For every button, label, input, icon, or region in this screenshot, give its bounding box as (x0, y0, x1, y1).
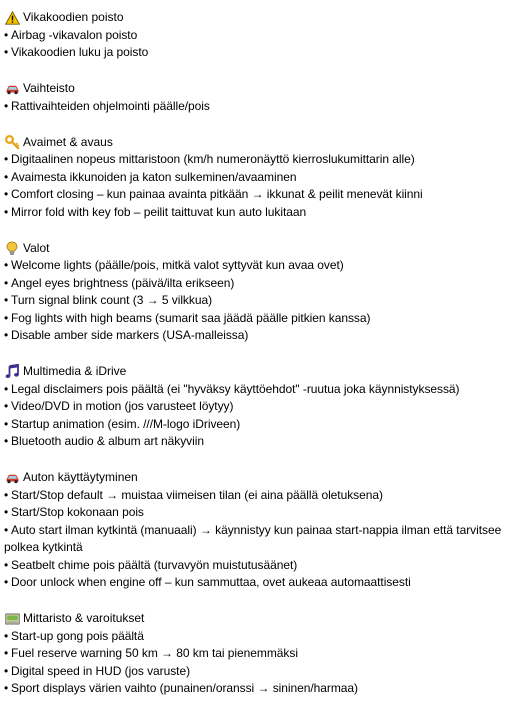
list-item-text: Angel eyes brightness (päivä/ilta erikseen) (11, 275, 235, 290)
light-bulb-icon (4, 241, 20, 256)
list-item (4, 522, 509, 557)
section-mittaristo-varoitukset (4, 610, 509, 698)
section-title: Auton käyttäytyminen (23, 470, 138, 484)
list-item (4, 574, 509, 592)
bullet: • (4, 575, 9, 589)
bullet: • (4, 505, 9, 519)
section-heading (4, 469, 509, 487)
section-title: Multimedia & iDrive (23, 364, 127, 378)
list-item-text: Video/DVD in motion (jos varusteet löytyy) (11, 399, 234, 413)
display-icon (4, 611, 20, 626)
list-item (4, 151, 509, 169)
bullet: • (4, 681, 9, 695)
list-item (4, 44, 509, 62)
bullet: • (4, 522, 9, 537)
bullet: • (4, 310, 9, 325)
section-heading (4, 9, 509, 27)
list-item (4, 292, 509, 310)
list-item-text: Digitaalinen nopeus mittaristoon (km/h numeronäyttö kierroslukumittarin alle) (11, 152, 415, 166)
list-item (4, 645, 509, 663)
section-title: Valot (23, 240, 50, 255)
list-item (4, 27, 509, 45)
bullet: • (4, 557, 9, 572)
list-item-text: Welcome lights (päälle/pois, mitkä valot syttyvät kun avaa ovet) (11, 258, 344, 272)
list-item-text: Start/Stop kokonaan pois (11, 505, 144, 519)
section-heading (4, 80, 509, 98)
list-item-text: Startup animation (esim. ///M-logo iDriveen) (11, 416, 241, 431)
car-icon (4, 470, 20, 485)
section-title: Vaihteisto (23, 81, 75, 95)
section-avaimet-avaus (4, 134, 509, 222)
list-item (4, 416, 509, 434)
list-item-text: Start-up gong pois päältä (11, 628, 144, 643)
list-item (4, 398, 509, 416)
section-heading (4, 363, 509, 381)
bullet: • (4, 258, 9, 272)
list-item (4, 310, 509, 328)
bullet: • (4, 628, 9, 643)
bullet: • (4, 204, 9, 219)
list-item (4, 275, 509, 293)
section-title: Avaimet & avaus (23, 134, 113, 149)
list-item-text: Start/Stop default → muistaa viimeisen tilan (ei aina päällä oletuksena) (11, 487, 383, 502)
list-item (4, 628, 509, 646)
list-item (4, 381, 509, 399)
bullet: • (4, 663, 9, 678)
section-vikakoodien-poisto (4, 9, 509, 62)
list-item-text: Sport displays värien vaihto (punainen/oranssi → sininen/harmaa) (11, 681, 358, 695)
bullet: • (4, 152, 9, 166)
list-item-text: Rattivaihteiden ohjelmointi päälle/pois (11, 98, 210, 113)
section-title: Vikakoodien poisto (23, 10, 124, 24)
list-item-text: Legal disclaimers pois päältä (ei "hyväksy käyttöehdot" -ruutua joka käynnistyksessä) (11, 381, 460, 396)
list-item-text: Digital speed in HUD (jos varuste) (11, 663, 191, 678)
section-auton-kayttaytyminen (4, 469, 509, 592)
section-multimedia-idrive (4, 363, 509, 451)
bullet: • (4, 27, 9, 42)
list-item (4, 186, 509, 204)
bullet: • (4, 399, 9, 413)
list-item-text: Seatbelt chime pois päältä (turvavyön muistutusäänet) (11, 557, 298, 572)
warning-icon (4, 10, 20, 25)
list-item-text: Fuel reserve warning 50 km → 80 km tai pienemmäksi (11, 646, 298, 660)
section-heading (4, 240, 509, 258)
list-item (4, 327, 509, 345)
bullet: • (4, 169, 9, 184)
music-note-icon (4, 364, 20, 379)
section-heading (4, 610, 509, 628)
list-item-text: Door unlock when engine off – kun sammuttaa, ovet aukeaa automaattisesti (11, 575, 411, 589)
bullet: • (4, 98, 9, 113)
bullet: • (4, 487, 9, 502)
list-item-text: Vikakoodien luku ja poisto (11, 45, 149, 59)
car-icon (4, 81, 20, 96)
section-vaihteisto (4, 80, 509, 115)
list-item-text: Disable amber side markers (USA-malleissa) (11, 328, 249, 342)
list-item (4, 433, 509, 451)
list-item (4, 204, 509, 222)
list-item-text: Turn signal blink count (3 → 5 vilkkua) (11, 293, 213, 307)
bullet: • (4, 328, 9, 342)
list-item (4, 557, 509, 575)
list-item-text: Fog lights with high beams (sumarit saa jäädä päälle pitkien kanssa) (11, 310, 371, 325)
bullet: • (4, 381, 9, 396)
document (4, 9, 509, 716)
section-valot (4, 240, 509, 345)
list-item (4, 169, 509, 187)
list-item (4, 680, 509, 698)
section-title: Mittaristo & varoitukset (23, 611, 145, 625)
bullet: • (4, 275, 9, 290)
bullet: • (4, 646, 9, 660)
key-icon (4, 135, 20, 150)
list-item-text: Bluetooth audio & album art näkyviin (11, 434, 204, 448)
bullet: • (4, 293, 9, 307)
list-item-text: Auto start ilman kytkintä (manuaali) → käynnistyy kun painaa start-nappia ilman että tarvitsee polkea kytkintä (4, 522, 502, 554)
list-item-text: Airbag -vikavalon poisto (11, 27, 138, 42)
list-item-text: Mirror fold with key fob – peilit taittuvat kun auto lukitaan (11, 204, 307, 219)
bullet: • (4, 187, 9, 201)
bullet: • (4, 45, 9, 59)
list-item (4, 504, 509, 522)
list-item-text: Comfort closing – kun painaa avainta pitkään → ikkunat & peilit menevät kiinni (11, 187, 423, 201)
section-heading (4, 134, 509, 152)
list-item (4, 98, 509, 116)
bullet: • (4, 434, 9, 448)
list-item (4, 663, 509, 681)
list-item (4, 257, 509, 275)
list-item-text: Avaimesta ikkunoiden ja katon sulkeminen/avaaminen (11, 169, 297, 184)
list-item (4, 487, 509, 505)
bullet: • (4, 416, 9, 431)
